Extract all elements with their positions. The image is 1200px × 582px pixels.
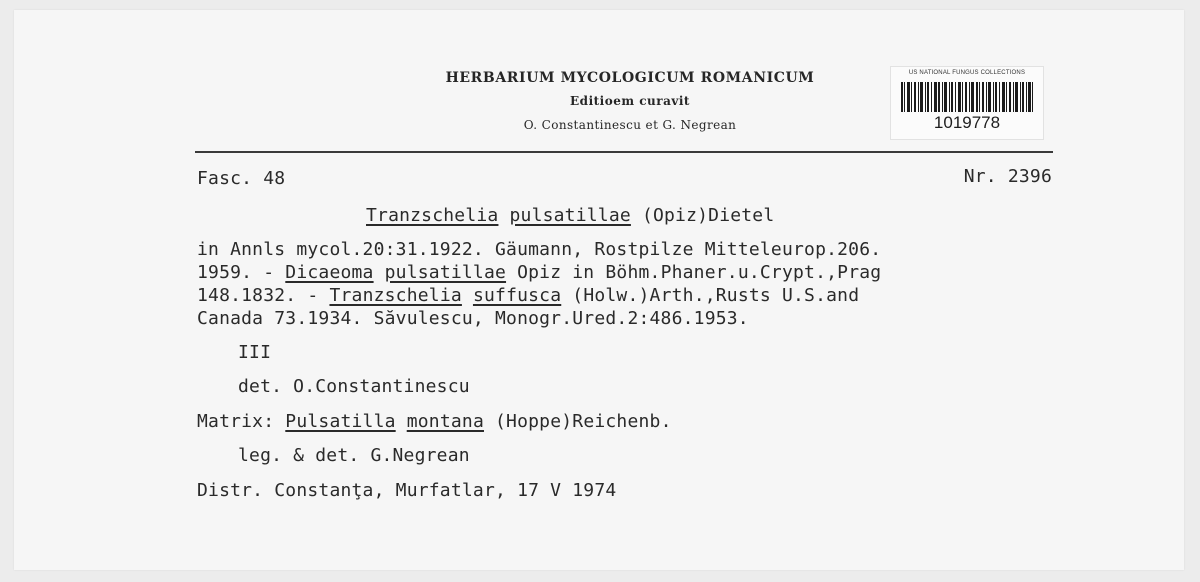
citation-line-2-pre: 1959. - [197,262,286,283]
title-author: (Opiz)Dietel [630,205,775,226]
spore-stage: III [238,342,272,363]
synonym-species: pulsatillae [384,262,507,283]
host-author: (Hoppe)Reichenb. [483,411,672,432]
synonym2-genus: Tranzschelia [329,285,462,306]
exsiccata-number: Nr. 2396 [963,166,1052,187]
citation-line-1: in Annls mycol.20:31.1922. Gäumann, Rostpilze Mitteleurop.206. [197,239,882,260]
citation-line-3 [197,285,859,306]
editors-line: O. Constantinescu et G. Negrean [523,118,737,132]
barcode-sticker [890,66,1044,140]
synonym-genus: Dicaeoma [285,262,374,283]
barcode-caption: US NATIONAL FUNGUS COLLECTIONS [908,70,1026,76]
barcode-number: 1019778 [933,113,1001,132]
determiner: det. O.Constantinescu [238,376,470,397]
citation-line-3-post: (Holw.)Arth.,Rusts U.S.and [561,285,860,306]
species-title [366,205,774,226]
fascicle-number: Fasc. 48 [197,168,286,189]
collector: leg. & det. G.Negrean [238,445,470,466]
synonym2-species: suffusca [472,285,562,306]
host-species: montana [406,411,484,432]
divider-rule [195,151,1053,153]
edition-line: Editioem curavit [570,94,690,108]
citation-line-3-pre: 148.1832. - [197,285,330,306]
citation-line-2-post: Opiz in Böhm.Phaner.u.Crypt.,Prag [506,262,882,283]
locality: Distr. Constanţa, Murfatlar, 17 V 1974 [197,480,617,501]
matrix-line [197,411,672,432]
matrix-label: Matrix: [197,411,286,432]
host-genus: Pulsatilla [285,411,396,432]
barcode-icon [901,82,1033,112]
herbarium-title: HERBARIUM MYCOLOGICUM ROMANICUM [445,70,815,86]
title-species: pulsatillae [509,205,631,226]
citation-line-4: Canada 73.1934. Săvulescu, Monogr.Ured.2:486.1953. [197,308,749,329]
citation-line-2 [197,262,881,283]
title-genus: Tranzschelia [366,205,499,226]
